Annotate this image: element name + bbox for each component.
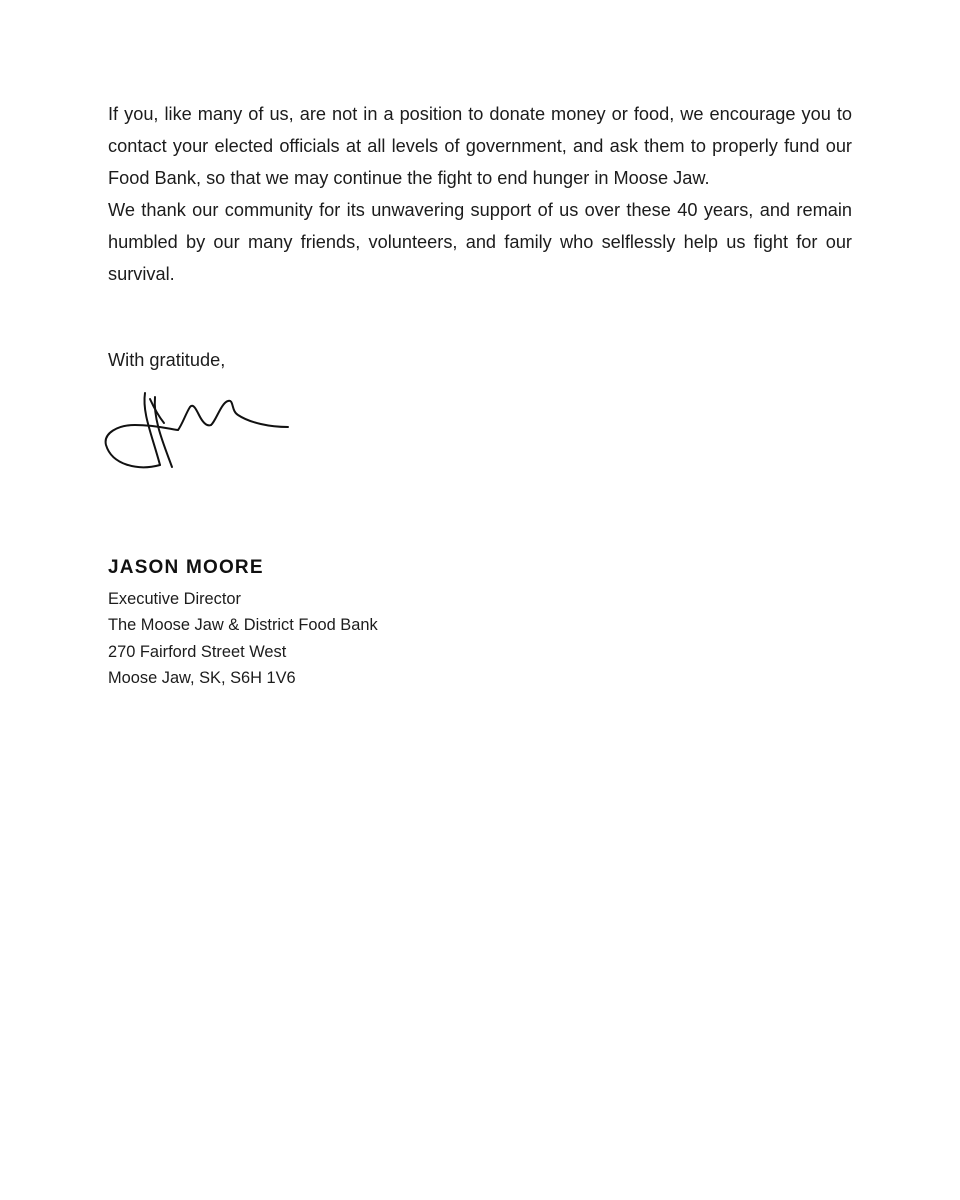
signatory-name: JASON MOORE (108, 557, 264, 578)
signatory-title: Executive Director (108, 590, 241, 608)
signatory-street: 270 Fairford Street West (108, 642, 287, 661)
handwritten-signature (100, 385, 295, 480)
letter-body (108, 98, 852, 290)
letter-paragraph-1: If you, like many of us, are not in a position to donate money or food, we encourage you to contact your elected officials at all levels of government, and ask them to properly fund our Food Bank, so that we may continue the fight to end hunger in Moose Jaw. (108, 104, 852, 188)
signatory-organization: The Moose Jaw & District Food Bank (108, 616, 378, 635)
letter-closing: With gratitude, (108, 350, 226, 370)
signatory-details (108, 586, 378, 691)
letter-paragraph-2: We thank our community for its unwavering support of us over these 40 years, and remain humbled by our many friends, volunteers, and family who selflessly help us fight for our survival. (108, 200, 852, 284)
signatory-city: Moose Jaw, SK, S6H 1V6 (108, 668, 296, 687)
